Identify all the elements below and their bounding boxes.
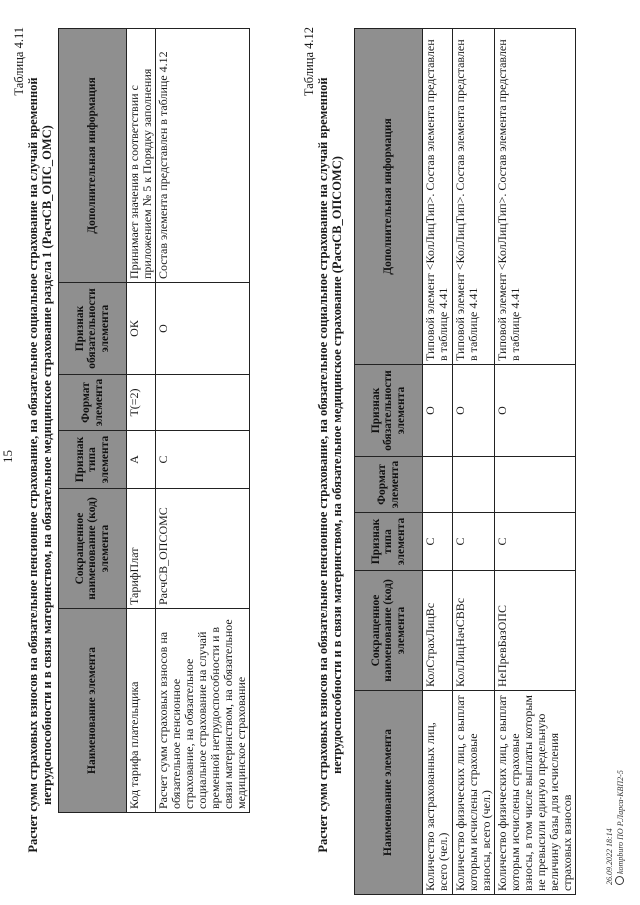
table-cell: О (453, 365, 495, 457)
table-cell: О (423, 365, 453, 457)
page-number: 15 (0, 450, 15, 463)
column-header: Сокращенное наименование (код) элемента (59, 489, 127, 609)
column-header: Наименование элемента (355, 691, 423, 895)
table-cell: Количество физических лиц, с выплат которым исчислены страховые взносы, в том числе выплаты которым не превысили единую предельную величину базы для исчисления страховых взносов (495, 691, 576, 895)
table-cell: НеПревБазОПС (495, 571, 576, 691)
table-cell: Расчет сумм страховых взносов на обязательное пенсионное страхование, на обязательное социальное страхование на случай временной нетрудоспособности и в связи материнством, на обязательное медицинское страхование (156, 609, 250, 813)
column-header: Формат элемента (355, 457, 423, 513)
table-cell: Количество застрахованных лиц, всего (чел.) (423, 691, 453, 895)
column-header: Признак обязательности элемента (59, 283, 127, 375)
column-header: Формат элемента (59, 375, 127, 431)
table-row (423, 29, 453, 895)
table-cell: РасчСВ_ОПСОМС (156, 489, 250, 609)
table-cell: Принимает значения в соответствии с приложением № 5 к Порядку заполнения (127, 29, 156, 283)
table-cell: Количество физических лиц, с выплат которым исчислены страховые взносы, всего (чел.) (453, 691, 495, 895)
table-cell: С (453, 513, 495, 571)
table-cell: А (127, 431, 156, 489)
table-4-11-title-line2: нетрудоспособности и в связи материнством, на обязательное медицинское страхование раздела 1 (РасчСВ_ОПС_ОМС) (40, 125, 54, 805)
table-4-12 (354, 28, 576, 895)
table-cell: ОК (127, 283, 156, 375)
table-row (127, 29, 156, 813)
table-cell: ТарифПлат (127, 489, 156, 609)
table-cell: КолСтрахЛицВс (423, 571, 453, 691)
table-cell: О (495, 365, 576, 457)
table-cell: О (156, 283, 250, 375)
table-cell: Код тарифа плательщика (127, 609, 156, 813)
table-cell: С (423, 513, 453, 571)
table-cell: С (156, 431, 250, 489)
table-4-11 (58, 28, 250, 813)
print-timestamp: 26.09.2022 18:14 (605, 828, 614, 885)
table-4-12-label: Таблица 4.12 (302, 27, 316, 97)
table-4-12-title (316, 65, 344, 865)
table-cell: С (495, 513, 576, 571)
table-row (453, 29, 495, 895)
stamp-icon (615, 876, 624, 885)
column-header: Признак обязательности элемента (355, 365, 423, 457)
column-header: Дополнительная информация (59, 29, 127, 283)
column-header: Наименование элемента (59, 609, 127, 813)
table-cell: Типовой элемент <КолЛицТип>. Состав элемента представлен в таблице 4.41 (423, 29, 453, 365)
table-cell: Типовой элемент <КолЛицТип>. Состав элемента представлен в таблице 4.41 (453, 29, 495, 365)
table-cell: Состав элемента представлен в таблице 4.12 (156, 29, 250, 283)
column-header: Сокращенное наименование (код) элемента (355, 571, 423, 691)
table-cell: КолЛицНачСВВс (453, 571, 495, 691)
table-4-11-title (26, 65, 54, 865)
print-footer (605, 770, 626, 885)
table-row (495, 29, 576, 895)
table-header-row (59, 29, 127, 813)
column-header: Дополнительная информация (355, 29, 423, 365)
print-source-text: kompburo ПО Р.Ларса-КВП2-5 (616, 770, 625, 874)
column-header: Признак типа элемента (355, 513, 423, 571)
table-cell (423, 457, 453, 513)
table-cell (156, 375, 250, 431)
table-4-11-title-line1: Расчет сумм страховых взносов на обязательное пенсионное страхование, на обязательное социальное страхование на случай временной (26, 77, 40, 853)
column-header: Признак типа элемента (59, 431, 127, 489)
table-4-11-label: Таблица 4.11 (12, 27, 26, 96)
table-4-12-title-line1: Расчет сумм страховых взносов на обязательное пенсионное страхование, на обязательное социальное страхование на случай временной (316, 77, 330, 853)
table-row (156, 29, 250, 813)
table-cell: Типовой элемент <КолЛицТип>. Состав элемента представлен в таблице 4.41 (495, 29, 576, 365)
table-cell (453, 457, 495, 513)
table-cell (495, 457, 576, 513)
table-header-row (355, 29, 423, 895)
print-source (615, 770, 626, 885)
table-cell: T(=2) (127, 375, 156, 431)
table-4-12-title-line2: нетрудоспособности и в связи материнством, на обязательное медицинское страхование (РасчСВ_ОПСОМС) (330, 156, 344, 774)
